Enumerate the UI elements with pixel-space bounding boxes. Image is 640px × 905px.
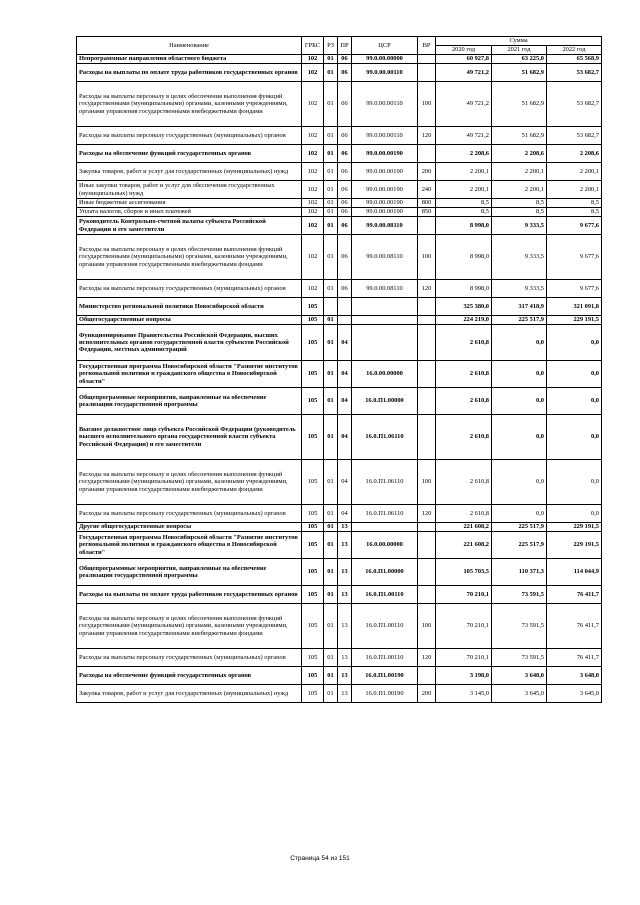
cell-grbs: 105 (302, 523, 324, 532)
cell-2021: 0,0 (492, 325, 547, 361)
cell-rz: 01 (324, 280, 338, 298)
cell-pr: 13 (338, 604, 352, 649)
cell-rz: 01 (324, 667, 338, 685)
cell-csr: 99.0.00.08110 (352, 235, 418, 280)
cell-2020: 2 610,8 (436, 388, 492, 415)
cell-2021: 51 682,9 (492, 64, 547, 82)
cell-grbs: 102 (302, 55, 324, 64)
cell-vr: 200 (418, 163, 436, 181)
cell-vr (418, 64, 436, 82)
cell-2021: 8,5 (492, 199, 547, 208)
cell-name: Расходы на выплаты персоналу государственных (муниципальных) органов (77, 127, 302, 145)
cell-2021: 63 225,0 (492, 55, 547, 64)
cell-grbs: 105 (302, 559, 324, 586)
cell-csr: 99.0.00.00190 (352, 181, 418, 199)
cell-2020: 2 610,8 (436, 415, 492, 460)
cell-2022: 9 677,6 (547, 235, 602, 280)
cell-name: Государственная программа Новосибирской области "Развитие институтов региональной политики и гражданского общества в Новосибирской области" (77, 532, 302, 559)
cell-2022: 76 411,7 (547, 649, 602, 667)
cell-pr: 04 (338, 361, 352, 388)
cell-vr (418, 586, 436, 604)
cell-csr: 99.0.00.00190 (352, 163, 418, 181)
cell-2021: 317 418,9 (492, 298, 547, 316)
cell-name: Расходы на выплаты персоналу государственных (муниципальных) органов (77, 505, 302, 523)
cell-2021: 9 333,5 (492, 217, 547, 235)
cell-vr (418, 298, 436, 316)
cell-grbs: 105 (302, 316, 324, 325)
table-row (77, 145, 602, 163)
cell-pr: 04 (338, 325, 352, 361)
page-footer: Страница 54 из 151 (290, 855, 350, 862)
cell-rz: 01 (324, 649, 338, 667)
cell-rz: 01 (324, 505, 338, 523)
cell-name: Расходы на выплаты персоналу в целях обеспечения выполнения функций государственными (муниципальными) органами, казенными учреждениями, органами управления государственными внебюджетными фондами (77, 460, 302, 505)
cell-grbs: 105 (302, 298, 324, 316)
cell-rz: 01 (324, 604, 338, 649)
cell-vr (418, 361, 436, 388)
cell-rz: 01 (324, 415, 338, 460)
table-row (77, 82, 602, 127)
table-row (77, 586, 602, 604)
cell-2022: 76 411,7 (547, 586, 602, 604)
cell-rz: 01 (324, 199, 338, 208)
cell-2022: 0,0 (547, 460, 602, 505)
cell-pr: 13 (338, 532, 352, 559)
cell-2022: 53 682,7 (547, 82, 602, 127)
cell-grbs: 105 (302, 415, 324, 460)
cell-vr: 800 (418, 199, 436, 208)
cell-2020: 221 608,2 (436, 532, 492, 559)
cell-rz: 01 (324, 460, 338, 505)
cell-grbs: 102 (302, 199, 324, 208)
cell-2020: 3 198,0 (436, 667, 492, 685)
table-row (77, 55, 602, 64)
table-row (77, 361, 602, 388)
cell-2020: 70 210,1 (436, 586, 492, 604)
cell-name: Непрограммные направления областного бюджета (77, 55, 302, 64)
cell-2020: 8 998,0 (436, 280, 492, 298)
cell-2020: 2 610,8 (436, 361, 492, 388)
cell-grbs: 102 (302, 82, 324, 127)
cell-csr (352, 298, 418, 316)
cell-pr: 06 (338, 82, 352, 127)
cell-2020: 2 200,1 (436, 181, 492, 199)
cell-2022: 53 682,7 (547, 127, 602, 145)
cell-name: Расходы на обеспечение функций государственных органов (77, 667, 302, 685)
cell-rz: 01 (324, 64, 338, 82)
cell-pr: 06 (338, 163, 352, 181)
cell-csr: 99.0.00.00000 (352, 55, 418, 64)
cell-grbs: 102 (302, 145, 324, 163)
cell-rz: 01 (324, 163, 338, 181)
table-row (77, 649, 602, 667)
cell-2021: 225 517,9 (492, 316, 547, 325)
cell-pr: 13 (338, 559, 352, 586)
cell-2021: 3 648,0 (492, 667, 547, 685)
cell-name: Общепрограммные мероприятия, направленные на обеспечение реализации государственной программы (77, 388, 302, 415)
table-row (77, 415, 602, 460)
cell-grbs: 105 (302, 667, 324, 685)
cell-pr: 06 (338, 208, 352, 217)
cell-name: Закупка товаров, работ и услуг для государственных (муниципальных) нужд (77, 163, 302, 181)
cell-2021: 0,0 (492, 361, 547, 388)
cell-rz: 01 (324, 55, 338, 64)
cell-rz (324, 298, 338, 316)
cell-vr (418, 388, 436, 415)
cell-pr: 04 (338, 460, 352, 505)
table-row (77, 532, 602, 559)
cell-2021: 2 208,6 (492, 145, 547, 163)
cell-pr (338, 316, 352, 325)
cell-pr: 06 (338, 217, 352, 235)
cell-2021: 73 591,5 (492, 604, 547, 649)
cell-2022: 229 191,5 (547, 523, 602, 532)
cell-rz: 01 (324, 361, 338, 388)
table-row (77, 325, 602, 361)
cell-2020: 49 721,2 (436, 127, 492, 145)
cell-2020: 70 210,1 (436, 649, 492, 667)
cell-2021: 9 333,5 (492, 280, 547, 298)
cell-rz: 01 (324, 316, 338, 325)
cell-grbs: 105 (302, 388, 324, 415)
cell-rz: 01 (324, 586, 338, 604)
table-row (77, 316, 602, 325)
cell-rz: 01 (324, 523, 338, 532)
cell-pr: 06 (338, 181, 352, 199)
cell-2021: 2 200,1 (492, 163, 547, 181)
cell-csr: 99.0.00.00190 (352, 199, 418, 208)
cell-vr (418, 217, 436, 235)
cell-name: Государственная программа Новосибирской области "Развитие институтов региональной политики и гражданского общества в Новосибирской области" (77, 361, 302, 388)
cell-2020: 3 145,0 (436, 685, 492, 703)
cell-vr: 850 (418, 208, 436, 217)
cell-2022: 3 645,0 (547, 685, 602, 703)
cell-2020: 2 200,1 (436, 163, 492, 181)
col-header-2021: 2021 год (492, 46, 547, 55)
cell-rz: 01 (324, 235, 338, 280)
cell-pr: 06 (338, 145, 352, 163)
cell-2022: 76 411,7 (547, 604, 602, 649)
cell-csr: 99.0.00.00110 (352, 64, 418, 82)
cell-csr: 16.0.П1.00000 (352, 388, 418, 415)
cell-2022: 229 191,5 (547, 316, 602, 325)
cell-name: Расходы на выплаты персоналу в целях обеспечения выполнения функций государственными (муниципальными) органами, казенными учреждениями, органами управления государственными внебюджетными фондами (77, 82, 302, 127)
cell-csr (352, 316, 418, 325)
cell-pr: 06 (338, 199, 352, 208)
budget-table (76, 36, 602, 703)
cell-vr: 240 (418, 181, 436, 199)
cell-2022: 3 648,0 (547, 667, 602, 685)
cell-2022: 0,0 (547, 505, 602, 523)
cell-csr: 99.0.00.00190 (352, 208, 418, 217)
cell-name: Высшее должностное лицо субъекта Российской Федерации (руководитель высшего исполнительного органа государственной власти субъекта Российской Федерации) и его заместители (77, 415, 302, 460)
cell-2021: 8,5 (492, 208, 547, 217)
table-row (77, 208, 602, 217)
cell-grbs: 102 (302, 127, 324, 145)
cell-name: Общегосударственные вопросы (77, 316, 302, 325)
col-header-name: Наименование (77, 37, 302, 55)
col-header-vr: ВР (418, 37, 436, 55)
cell-pr: 13 (338, 523, 352, 532)
cell-csr: 16.0.П1.00110 (352, 604, 418, 649)
cell-2021: 0,0 (492, 388, 547, 415)
cell-csr: 16.0.00.00000 (352, 361, 418, 388)
table-row (77, 460, 602, 505)
cell-2020: 2 208,6 (436, 145, 492, 163)
cell-grbs: 105 (302, 325, 324, 361)
cell-pr: 13 (338, 586, 352, 604)
table-row (77, 235, 602, 280)
cell-pr: 06 (338, 64, 352, 82)
table-row (77, 64, 602, 82)
cell-vr (418, 325, 436, 361)
cell-2020: 221 608,2 (436, 523, 492, 532)
cell-name: Руководитель Контрольно-счетной палаты субъекта Российской Федерации и его заместители (77, 217, 302, 235)
cell-csr: 99.0.00.08110 (352, 280, 418, 298)
cell-2021: 0,0 (492, 415, 547, 460)
cell-2021: 51 682,9 (492, 82, 547, 127)
cell-vr (418, 316, 436, 325)
cell-csr: 16.0.П1.00190 (352, 667, 418, 685)
cell-name: Расходы на выплаты по оплате труда работников государственных органов (77, 586, 302, 604)
cell-grbs: 105 (302, 361, 324, 388)
cell-2022: 9 677,6 (547, 280, 602, 298)
cell-name: Закупка товаров, работ и услуг для государственных (муниципальных) нужд (77, 685, 302, 703)
table-row (77, 505, 602, 523)
cell-pr: 13 (338, 685, 352, 703)
cell-2022: 2 200,1 (547, 163, 602, 181)
cell-2022: 8,5 (547, 199, 602, 208)
cell-grbs: 102 (302, 235, 324, 280)
cell-grbs: 102 (302, 163, 324, 181)
cell-vr (418, 55, 436, 64)
cell-name: Функционирование Правительства Российской Федерации, высших исполнительных органов государственной власти субъектов Российской Федерации, местных администраций (77, 325, 302, 361)
cell-rz: 01 (324, 208, 338, 217)
cell-2022: 9 677,6 (547, 217, 602, 235)
cell-pr: 06 (338, 235, 352, 280)
cell-csr: 16.0.П1.00110 (352, 649, 418, 667)
cell-grbs: 105 (302, 604, 324, 649)
cell-2021: 9 333,5 (492, 235, 547, 280)
table-row (77, 388, 602, 415)
cell-2020: 105 703,5 (436, 559, 492, 586)
cell-pr: 06 (338, 280, 352, 298)
cell-2020: 2 610,8 (436, 460, 492, 505)
cell-name: Расходы на обеспечение функций государственных органов (77, 145, 302, 163)
cell-rz: 01 (324, 145, 338, 163)
cell-pr: 13 (338, 649, 352, 667)
cell-grbs: 105 (302, 685, 324, 703)
cell-rz: 01 (324, 388, 338, 415)
cell-grbs: 105 (302, 532, 324, 559)
cell-2021: 225 517,9 (492, 532, 547, 559)
cell-grbs: 105 (302, 505, 324, 523)
col-header-2020: 2020 год (436, 46, 492, 55)
cell-2021: 51 682,9 (492, 127, 547, 145)
cell-2020: 8,5 (436, 208, 492, 217)
cell-2021: 0,0 (492, 505, 547, 523)
cell-vr (418, 532, 436, 559)
cell-rz: 01 (324, 181, 338, 199)
cell-rz: 01 (324, 559, 338, 586)
table-row (77, 217, 602, 235)
cell-2021: 73 591,5 (492, 649, 547, 667)
cell-grbs: 102 (302, 208, 324, 217)
cell-vr: 100 (418, 235, 436, 280)
cell-csr: 16.0.П1.00190 (352, 685, 418, 703)
cell-name: Другие общегосударственные вопросы (77, 523, 302, 532)
cell-name: Иные бюджетные ассигнования (77, 199, 302, 208)
cell-name: Расходы на выплаты персоналу в целях обеспечения выполнения функций государственными (муниципальными) органами, казенными учреждениями, органами управления государственными внебюджетными фондами (77, 604, 302, 649)
cell-vr: 120 (418, 505, 436, 523)
table-row (77, 667, 602, 685)
cell-vr (418, 523, 436, 532)
cell-vr: 120 (418, 280, 436, 298)
cell-name: Иные закупки товаров, работ и услуг для обеспечения государственных (муниципальных) нужд (77, 181, 302, 199)
cell-2022: 0,0 (547, 415, 602, 460)
table-row (77, 280, 602, 298)
cell-pr: 06 (338, 127, 352, 145)
cell-csr: 16.0.П1.06110 (352, 460, 418, 505)
cell-rz: 01 (324, 685, 338, 703)
cell-name: Общепрограммные мероприятия, направленные на обеспечение реализации государственной программы (77, 559, 302, 586)
cell-grbs: 105 (302, 460, 324, 505)
cell-grbs: 105 (302, 649, 324, 667)
cell-2021: 0,0 (492, 460, 547, 505)
cell-2020: 325 380,0 (436, 298, 492, 316)
cell-2020: 2 610,8 (436, 505, 492, 523)
cell-csr: 99.0.00.00110 (352, 127, 418, 145)
cell-name: Расходы на выплаты персоналу в целях обеспечения выполнения функций государственными (муниципальными) органами, казенными учреждениями, органами управления государственными внебюджетными фондами (77, 235, 302, 280)
table-row (77, 685, 602, 703)
cell-csr: 99.0.00.00110 (352, 82, 418, 127)
col-header-2022: 2022 год (547, 46, 602, 55)
cell-2022: 2 208,6 (547, 145, 602, 163)
cell-2020: 8,5 (436, 199, 492, 208)
cell-grbs: 105 (302, 586, 324, 604)
cell-2021: 225 517,9 (492, 523, 547, 532)
cell-2021: 73 591,5 (492, 586, 547, 604)
cell-pr: 06 (338, 55, 352, 64)
cell-rz: 01 (324, 127, 338, 145)
table-row (77, 199, 602, 208)
cell-2020: 8 998,0 (436, 235, 492, 280)
table-row (77, 127, 602, 145)
table-row (77, 523, 602, 532)
cell-2020: 8 998,0 (436, 217, 492, 235)
cell-pr: 04 (338, 505, 352, 523)
cell-grbs: 102 (302, 181, 324, 199)
cell-vr: 120 (418, 127, 436, 145)
col-header-sum: Сумма (436, 37, 602, 46)
cell-vr (418, 145, 436, 163)
cell-csr: 16.0.П1.06110 (352, 505, 418, 523)
cell-name: Расходы на выплаты по оплате труда работников государственных органов (77, 64, 302, 82)
table-row (77, 163, 602, 181)
cell-pr (338, 298, 352, 316)
cell-rz: 01 (324, 532, 338, 559)
cell-rz: 01 (324, 217, 338, 235)
cell-vr: 100 (418, 82, 436, 127)
cell-2022: 114 044,9 (547, 559, 602, 586)
cell-name: Расходы на выплаты персоналу государственных (муниципальных) органов (77, 649, 302, 667)
cell-grbs: 102 (302, 64, 324, 82)
cell-pr: 04 (338, 415, 352, 460)
cell-grbs: 102 (302, 280, 324, 298)
cell-2022: 0,0 (547, 388, 602, 415)
cell-vr: 200 (418, 685, 436, 703)
col-header-pr: ПР (338, 37, 352, 55)
cell-grbs: 102 (302, 217, 324, 235)
cell-vr (418, 667, 436, 685)
cell-2020: 60 927,8 (436, 55, 492, 64)
cell-csr: 99.0.00.08110 (352, 217, 418, 235)
cell-2022: 0,0 (547, 325, 602, 361)
cell-2022: 0,0 (547, 361, 602, 388)
cell-name: Министерство региональной политики Новосибирской области (77, 298, 302, 316)
cell-2020: 70 210,1 (436, 604, 492, 649)
cell-vr: 120 (418, 649, 436, 667)
cell-2022: 2 200,1 (547, 181, 602, 199)
cell-vr: 100 (418, 460, 436, 505)
cell-2021: 110 371,3 (492, 559, 547, 586)
cell-2021: 2 200,1 (492, 181, 547, 199)
cell-pr: 04 (338, 388, 352, 415)
cell-2020: 49 721,2 (436, 64, 492, 82)
cell-csr: 99.0.00.00190 (352, 145, 418, 163)
cell-2022: 229 191,5 (547, 532, 602, 559)
table-body (77, 55, 602, 703)
table-row (77, 604, 602, 649)
cell-pr: 13 (338, 667, 352, 685)
cell-vr (418, 415, 436, 460)
cell-2022: 321 091,8 (547, 298, 602, 316)
cell-csr (352, 523, 418, 532)
cell-name: Расходы на выплаты персоналу государственных (муниципальных) органов (77, 280, 302, 298)
table-row (77, 298, 602, 316)
cell-2020: 49 721,2 (436, 82, 492, 127)
col-header-rz: РЗ (324, 37, 338, 55)
cell-vr: 100 (418, 604, 436, 649)
cell-2022: 53 682,7 (547, 64, 602, 82)
cell-2022: 65 568,9 (547, 55, 602, 64)
cell-rz: 01 (324, 325, 338, 361)
cell-csr: 16.0.П1.06110 (352, 415, 418, 460)
cell-2022: 8,5 (547, 208, 602, 217)
cell-name: Уплата налогов, сборов и иных платежей (77, 208, 302, 217)
table-row (77, 559, 602, 586)
cell-csr (352, 325, 418, 361)
cell-2020: 2 610,8 (436, 325, 492, 361)
cell-csr: 16.0.П1.00110 (352, 586, 418, 604)
cell-vr (418, 559, 436, 586)
table-row (77, 181, 602, 199)
cell-csr: 16.0.П1.00000 (352, 559, 418, 586)
cell-2021: 3 645,0 (492, 685, 547, 703)
cell-rz: 01 (324, 82, 338, 127)
cell-csr: 16.0.00.00000 (352, 532, 418, 559)
cell-2020: 224 219,0 (436, 316, 492, 325)
col-header-grbs: ГРБС (302, 37, 324, 55)
col-header-csr: ЦСР (352, 37, 418, 55)
